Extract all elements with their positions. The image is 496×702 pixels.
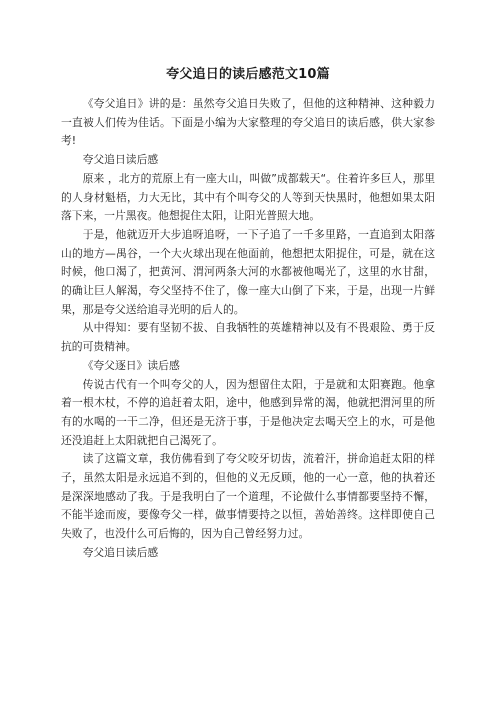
body-paragraph: 于是，他就迈开大步追呀追呀，一下子追了一千多里路，一直追到太阳落山的地方—禺谷，一个大火球出现在他面前，他想把太阳捉住，可是，就在这时候，他口渴了，把黄河、渭河两条大河的水都被他喝光了，这里的水甘甜，的确让巨人解渴，夸父坚持不住了，像一座大山倒了下来，于是，出现一片鲜果，那是夸父送给追寻光明的后人的。 [61, 227, 435, 316]
body-paragraph: 从中得知：要有坚韧不拔、自我牺牲的英雄精神以及有不畏艰险、勇于反抗的可贵精神。 [61, 321, 435, 354]
section-heading: 夸父追日读后感 [82, 153, 159, 167]
body-paragraph: 读了这篇文章，我仿佛看到了夸父咬牙切齿，流着汗，拼命追赶太阳的样子，虽然太阳是永远追不到的，但他的义无反顾，他的一心一意，他的执着还是深深地感动了我。于是我明白了一个道理，不论做什么事情都要坚持不懈，不能半途而废，要像夸父一样，做事情要持之以恒，善始善终。这样即使自己失败了，也没什么可后悔的，因为自己曾经努力过。 [61, 452, 435, 541]
document-title: 夸父追日的读后感范文10篇 [166, 67, 330, 82]
body-paragraph: 原来 ，北方的荒原上有一座大山，叫做”成都载天“。住着许多巨人，那里的人身材魁梧，力大无比，其中有个叫夸父的人等到天快黑时，他想如果太阳落下来，一片黑夜。他想捉住太阳，让阳光普照大地。 [61, 171, 435, 223]
body-paragraph: 传说古代有一个叫夸父的人，因为想留住太阳，于是就和太阳赛跑。他拿着一根木杖，不停的追赶着太阳，途中，他感到异常的渴，他就把渭河里的所有的水喝的一干二净，但还是无济于事，于是他决定去喝天空上的水，可是他还没追赶上太阳就把自己渴死了。 [61, 377, 435, 447]
section-heading: 《夸父逐日》读后感 [82, 358, 180, 372]
intro-paragraph: 《夸父追日》讲的是：虽然夸父追日失败了，但他的这种精神、这种毅力一直被人们传为佳话。下面是小编为大家整理的夸父追日的读后感，供大家参考! [61, 97, 435, 148]
section-heading: 夸父追日读后感 [82, 545, 159, 559]
document-body [61, 95, 435, 563]
